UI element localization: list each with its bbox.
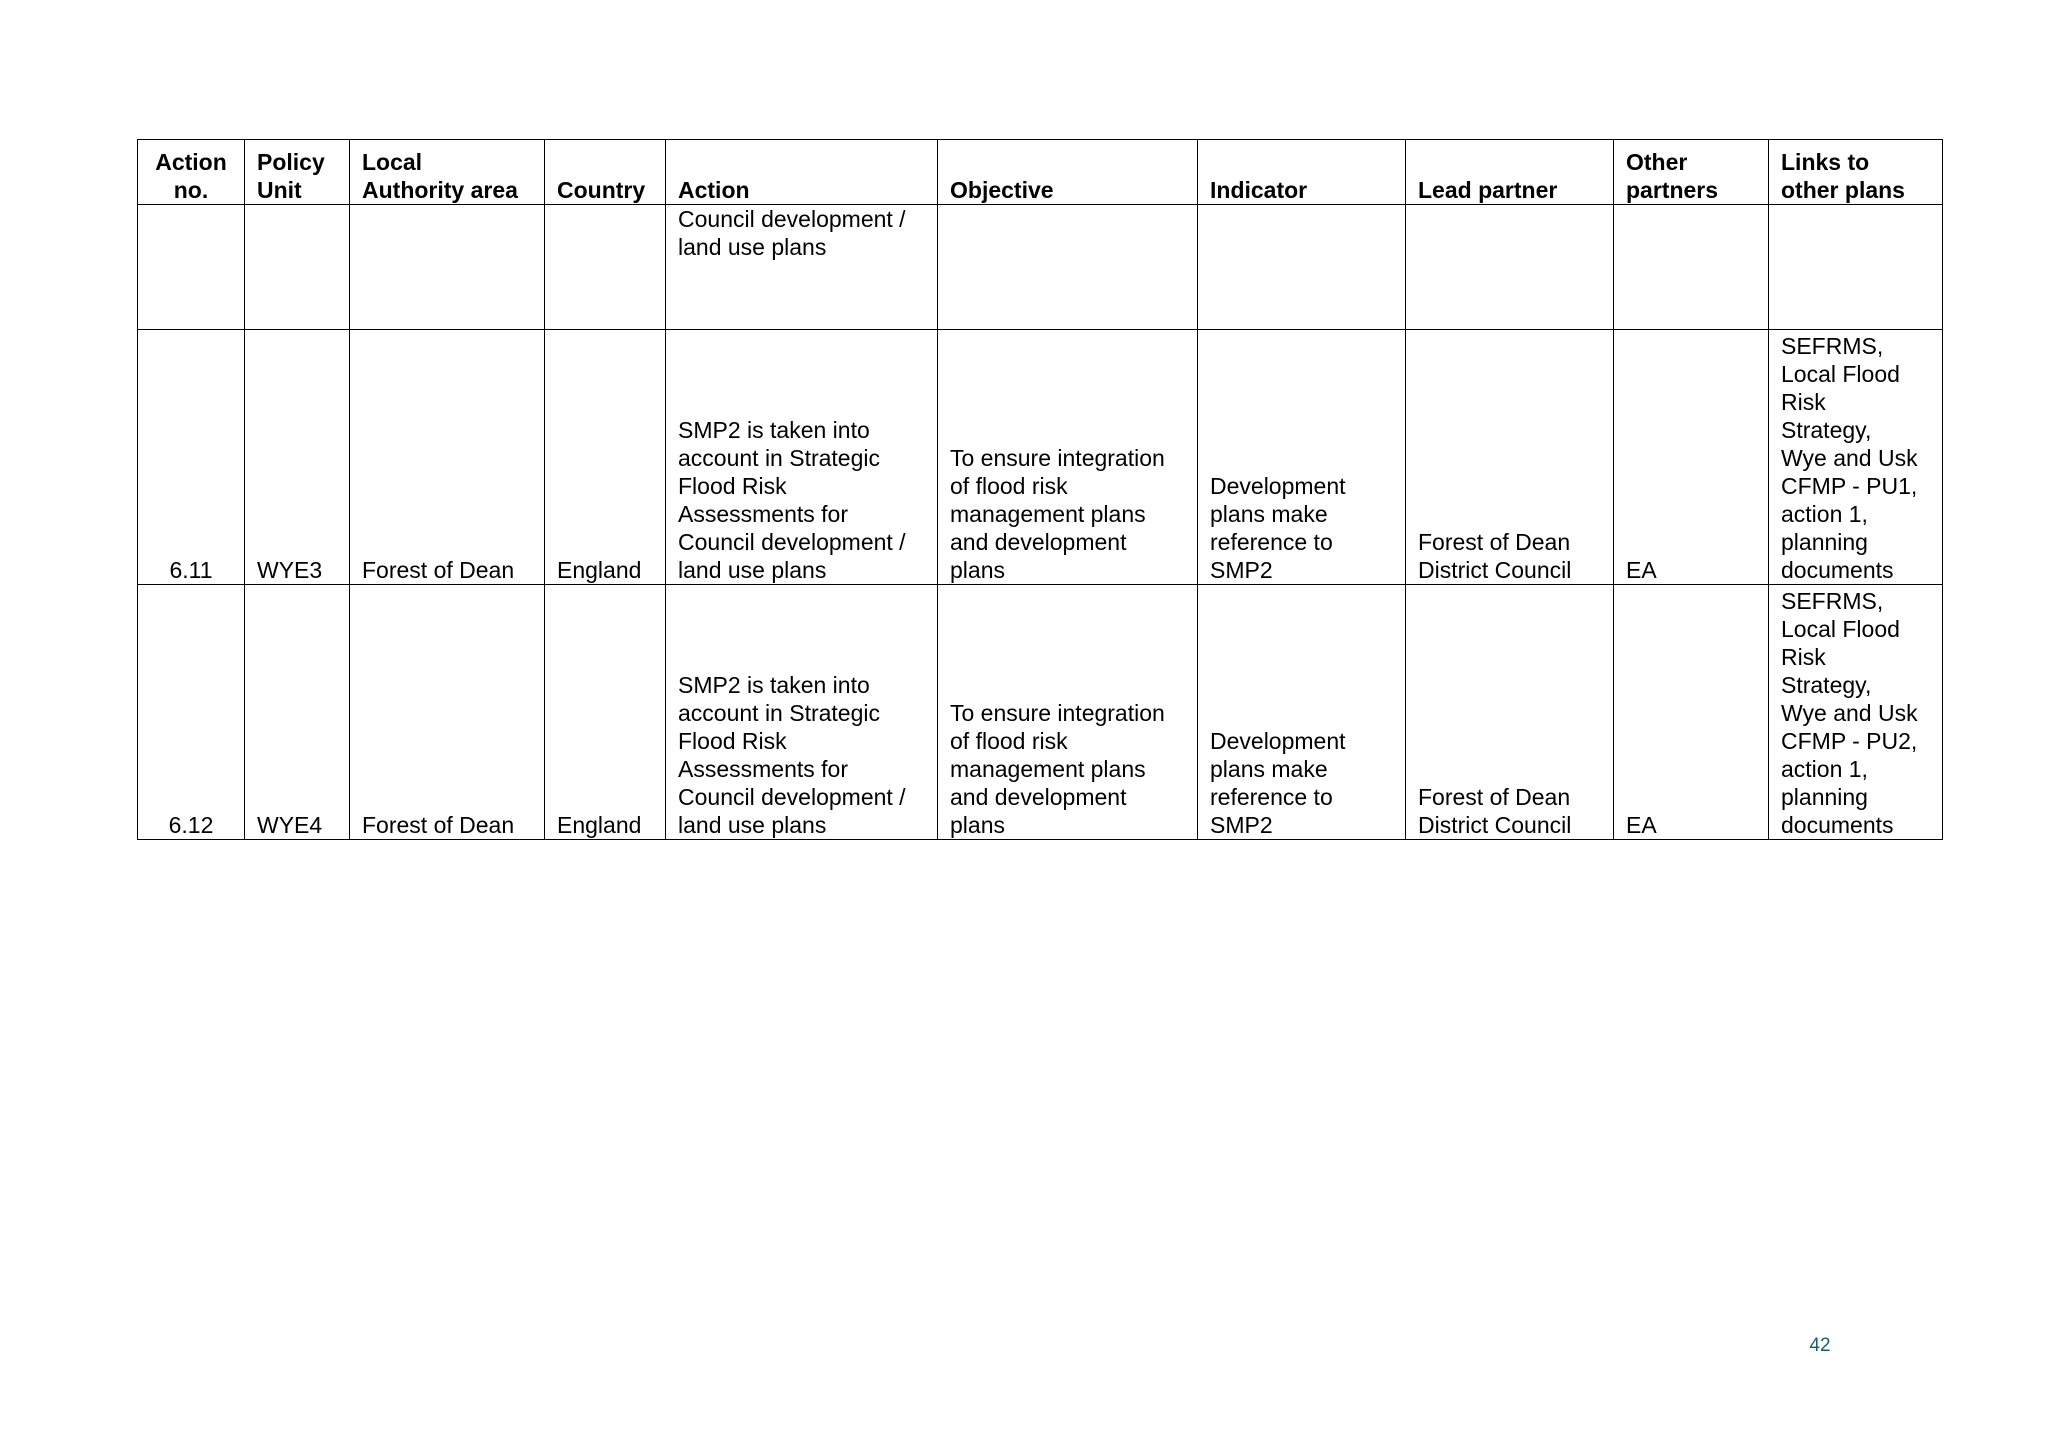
table-header-row <box>138 140 1943 205</box>
header-local-authority-area: Local Authority area <box>350 140 545 205</box>
cell-lead-partner <box>1406 205 1614 330</box>
header-country: Country <box>545 140 666 205</box>
cell-country: England <box>545 585 666 840</box>
table-row <box>138 330 1943 585</box>
cell-other-partners <box>1614 205 1769 330</box>
cell-action: SMP2 is taken into account in Strategic Flood Risk Assessments for Council development / land use plans <box>666 585 938 840</box>
cell-local-authority-area: Forest of Dean <box>350 330 545 585</box>
table-row <box>138 205 1943 330</box>
cell-action-no <box>138 205 245 330</box>
cell-local-authority-area: Forest of Dean <box>350 585 545 840</box>
cell-objective: To ensure integration of flood risk management plans and development plans <box>938 585 1198 840</box>
cell-action: Council development / land use plans <box>666 205 938 330</box>
header-lead-partner: Lead partner <box>1406 140 1614 205</box>
cell-indicator <box>1198 205 1406 330</box>
cell-lead-partner: Forest of Dean District Council <box>1406 585 1614 840</box>
cell-links-to-other-plans <box>1769 205 1943 330</box>
cell-action-no: 6.12 <box>138 585 245 840</box>
cell-policy-unit: WYE3 <box>245 330 350 585</box>
cell-country <box>545 205 666 330</box>
cell-action-no: 6.11 <box>138 330 245 585</box>
header-objective: Objective <box>938 140 1198 205</box>
header-links-to-other-plans: Links to other plans <box>1769 140 1943 205</box>
page-number: 42 <box>1809 1335 1831 1356</box>
cell-objective: To ensure integration of flood risk management plans and development plans <box>938 330 1198 585</box>
cell-links-to-other-plans: SEFRMS, Local Flood Risk Strategy, Wye and Usk CFMP - PU1, action 1, planning documents <box>1769 330 1943 585</box>
header-indicator: Indicator <box>1198 140 1406 205</box>
cell-indicator: Development plans make reference to SMP2 <box>1198 585 1406 840</box>
cell-other-partners: EA <box>1614 330 1769 585</box>
cell-country: England <box>545 330 666 585</box>
header-action: Action <box>666 140 938 205</box>
table-row <box>138 585 1943 840</box>
cell-lead-partner: Forest of Dean District Council <box>1406 330 1614 585</box>
header-action-no: Action no. <box>138 140 245 205</box>
header-policy-unit: Policy Unit <box>245 140 350 205</box>
cell-links-to-other-plans: SEFRMS, Local Flood Risk Strategy, Wye and Usk CFMP - PU2, action 1, planning documents <box>1769 585 1943 840</box>
action-plan-table <box>137 139 1943 840</box>
cell-action: SMP2 is taken into account in Strategic Flood Risk Assessments for Council development / land use plans <box>666 330 938 585</box>
cell-objective <box>938 205 1198 330</box>
cell-policy-unit: WYE4 <box>245 585 350 840</box>
cell-local-authority-area <box>350 205 545 330</box>
header-other-partners: Other partners <box>1614 140 1769 205</box>
cell-policy-unit <box>245 205 350 330</box>
cell-indicator: Development plans make reference to SMP2 <box>1198 330 1406 585</box>
cell-other-partners: EA <box>1614 585 1769 840</box>
